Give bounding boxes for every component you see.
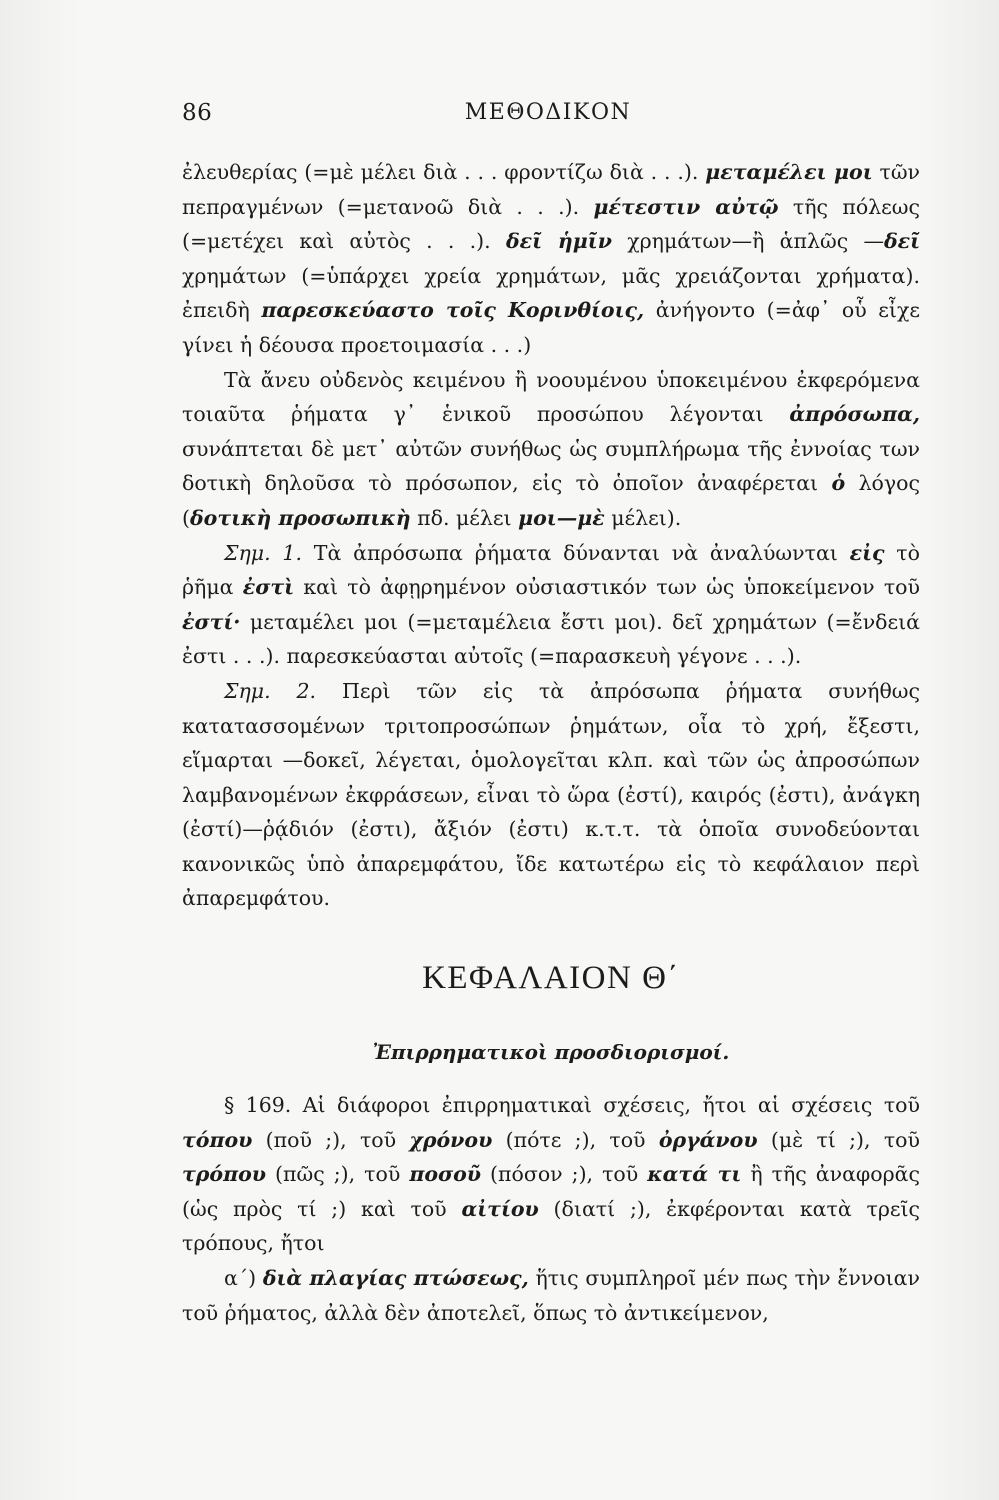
page-header (182, 100, 914, 134)
note-1: Σημ. 1. Τὰ ἀπρόσωπα ῥήματα δύνανται νὰ ἀναλύωνται εἰς τὸ ῥῆμα ἐστὶ καὶ τὸ ἀφῃρημένον οὐσιαστικόν των ὡς ὑποκείμενον τοῦ ἐστί· μεταμέλει μοι (=μεταμέλεια ἔστι μοι). δεῖ χρημάτων (=ἔνδειά ἐστι . . .). παρεσκεύασται αὐτοῖς (=παρασκευὴ γέγονε . . .). (182, 540, 920, 669)
note-2-label: Σημ. 2. (224, 678, 317, 703)
chapter-subtitle: Ἐπιρρηματικοὶ προσδιορισμοί. (372, 1040, 730, 1064)
note-1-label: Σημ. 1. (224, 540, 302, 565)
item-a-label: α΄) (224, 1265, 257, 1290)
body-text-lower (182, 1088, 920, 1330)
section-169: § 169. Αἱ διάφοροι ἐπιρρηματικαὶ σχέσεις, ἤτοι αἱ σχέσεις τοῦ τόπου (ποῦ ;), τοῦ χρόνου (πότε ;), τοῦ ὀργάνου (μὲ τί ;), τοῦ τρόπου (πῶς ;), τοῦ ποσοῦ (πόσον ;), τοῦ κατά τι ἢ τῆς ἀναφορᾶς (ὡς πρὸς τί ;) καὶ τοῦ αἰτίου (διατί ;), ἐκφέρονται κατὰ τρεῖς τρόπους, ἤτοι (182, 1093, 921, 1256)
note-2: Σημ. 2. Περὶ τῶν εἰς τὰ ἀπρόσωπα ῥήματα συνήθως κατατασσομένων τριτοπροσώπων ῥημάτων, οἷα τὸ χρή, ἔξεστι, εἵμαρται —δοκεῖ, λέγεται, ὁμολογεῖται κλπ. καὶ τῶν ὡς ἀπροσώπων λαμβανομένων ἐκφράσεων, εἶναι τὸ ὥρα (ἐστί), καιρός (ἐστι), ἀνάγκη (ἐστί)—ῥᾴδιόν (ἐστι), ἄξιόν (ἐστι) κ.τ.τ. τὰ ὁποῖα συνοδεύονται κανονικῶς ὑπὸ ἀπαρεμφάτου, ἴδε κατωτέρω εἰς τὸ κεφάλαιον περὶ ἀπαρεμφάτου. (182, 678, 920, 911)
paragraph-continuation: ἐλευθερίας (=μὲ μέλει διὰ . . . φροντίζω διὰ . . .). μεταμέλει μοι τῶν πεπραγμένων (=μετανοῶ διὰ . . .). μέτεστιν αὐτῷ τῆς πόλεως (=μετέχει καὶ αὐτὸς . . .). δεῖ ἡμῖν χρημάτων—ἢ ἁπλῶς —δεῖ χρημάτων (=ὑπάρχει χρεία χρημάτων, μᾶς χρειάζονται χρήματα). ἐπειδὴ παρεσκεύαστο τοῖς Κορινθίοις, ἀνήγοντο (=ἀφ᾽ οὗ εἶχε γίνει ἡ δέουσα προετοιμασία . . .) (182, 160, 921, 357)
running-title: ΜΕΘΟΔΙΚΟΝ (464, 100, 632, 125)
page-number: 86 (182, 100, 213, 126)
chapter-title: ΚΕΦΑΛΑΙΟΝ Θ΄ (422, 960, 680, 996)
section-number: § 169. (224, 1093, 292, 1117)
paragraph-impersonal-verbs: Τὰ ἄνευ οὐδενὸς κειμένου ἢ νοουμένου ὑποκειμένου ἐκφερόμενα τοιαῦτα ῥήματα γ᾽ ἑνικοῦ προσώπου λέγονται ἀπρόσωπα, συνάπτεται δὲ μετ᾽ αὐτῶν συνήθως ὡς συμπλήρωμα τῆς ἐννοίας των δοτικὴ δηλοῦσα τὸ πρόσωπον, εἰς τὸ ὁποῖον ἀναφέρεται ὁ λόγος (δοτικὴ προσωπικὴ πδ. μέλει μοι—μὲ μέλει). (182, 367, 920, 530)
body-text-upper (182, 155, 920, 916)
item-a: α΄) διὰ πλαγίας πτώσεως, ἥτις συμπληροῖ μέν πως τὴν ἔννοιαν τοῦ ῥήματος, ἀλλὰ δὲν ἀποτελεῖ, ὅπως τὸ ἀντικείμενον, (182, 1265, 920, 1325)
